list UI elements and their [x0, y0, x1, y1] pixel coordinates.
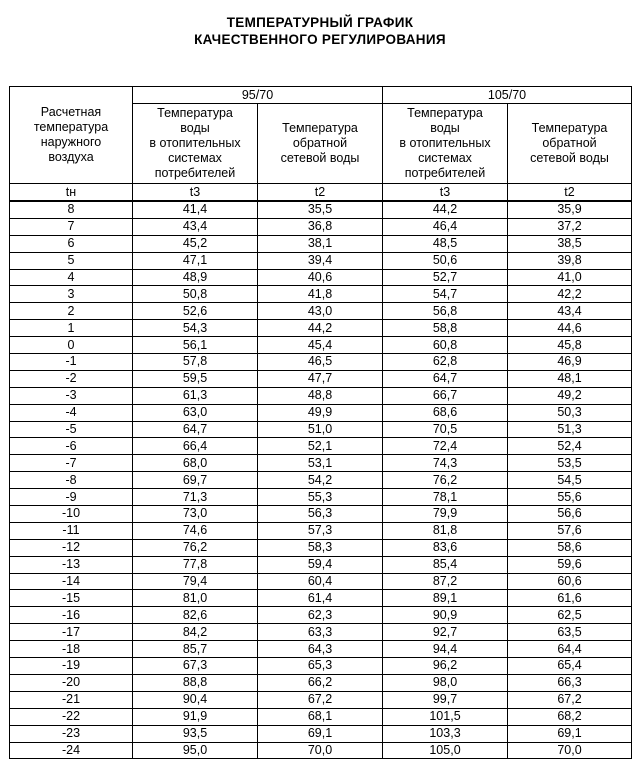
return-105-70-cell: 49,2: [508, 387, 632, 404]
return-temp-header-105-70: [508, 104, 632, 184]
supply-95-70-cell: 81,0: [133, 590, 258, 607]
header-line: Температура: [407, 106, 483, 120]
outdoor-temp-cell: -24: [10, 742, 133, 759]
header-line: потребителей: [154, 166, 236, 180]
outdoor-temp-cell: -14: [10, 573, 133, 590]
header-line: Температура: [282, 121, 358, 135]
header-line: Температура: [531, 121, 608, 135]
return-105-70-cell: 48,1: [508, 370, 632, 387]
return-105-70-cell: 60,6: [508, 573, 632, 590]
outdoor-temp-cell: 7: [10, 218, 133, 235]
supply-95-70-cell: 41,4: [133, 201, 258, 218]
supply-105-70-cell: 81,8: [383, 522, 508, 539]
supply-105-70-cell: 94,4: [383, 641, 508, 658]
supply-95-70-cell: 69,7: [133, 472, 258, 489]
supply-95-70-cell: 48,9: [133, 269, 258, 286]
supply-105-70-cell: 48,5: [383, 235, 508, 252]
return-95-70-cell: 61,4: [258, 590, 383, 607]
supply-95-70-cell: 67,3: [133, 658, 258, 675]
outdoor-temp-cell: -9: [10, 489, 133, 506]
return-95-70-cell: 45,4: [258, 337, 383, 354]
header-line: обратной: [292, 136, 348, 150]
outdoor-temp-cell: -23: [10, 725, 133, 742]
return-95-70-cell: 68,1: [258, 708, 383, 725]
return-105-70-cell: 43,4: [508, 303, 632, 320]
table-row: [10, 674, 632, 691]
outdoor-temp-cell: -3: [10, 387, 133, 404]
return-95-70-cell: 53,1: [258, 455, 383, 472]
return-temp-header-95-70: [258, 104, 383, 184]
table-row: [10, 472, 632, 489]
outdoor-temp-cell: -15: [10, 590, 133, 607]
supply-95-70-cell: 82,6: [133, 607, 258, 624]
table-row: [10, 354, 632, 371]
supply-105-70-cell: 52,7: [383, 269, 508, 286]
return-105-70-cell: 61,6: [508, 590, 632, 607]
supply-105-70-cell: 46,4: [383, 218, 508, 235]
table-row: [10, 725, 632, 742]
group-header-95-70: 95/70: [133, 87, 383, 104]
return-95-70-cell: 69,1: [258, 725, 383, 742]
supply-95-70-cell: 91,9: [133, 708, 258, 725]
table-body: [10, 201, 632, 759]
table-row: [10, 522, 632, 539]
supply-95-70-cell: 95,0: [133, 742, 258, 759]
table-row: [10, 303, 632, 320]
table-row: [10, 286, 632, 303]
supply-105-70-cell: 99,7: [383, 691, 508, 708]
supply-105-70-cell: 78,1: [383, 489, 508, 506]
return-95-70-cell: 60,4: [258, 573, 383, 590]
supply-95-70-cell: 84,2: [133, 624, 258, 641]
return-105-70-cell: 67,2: [508, 691, 632, 708]
return-95-70-cell: 35,5: [258, 201, 383, 218]
return-95-70-cell: 39,4: [258, 252, 383, 269]
return-95-70-cell: 40,6: [258, 269, 383, 286]
header-line: Расчетная: [40, 105, 102, 119]
return-95-70-cell: 52,1: [258, 438, 383, 455]
supply-105-70-cell: 66,7: [383, 387, 508, 404]
outdoor-temp-cell: -11: [10, 522, 133, 539]
supply-95-70-cell: 59,5: [133, 370, 258, 387]
symbol-return-95-70: t2: [258, 184, 383, 202]
return-105-70-cell: 39,8: [508, 252, 632, 269]
supply-95-70-cell: 71,3: [133, 489, 258, 506]
group-header-105-70: 105/70: [383, 87, 632, 104]
outdoor-temp-cell: 3: [10, 286, 133, 303]
supply-105-70-cell: 103,3: [383, 725, 508, 742]
return-95-70-cell: 48,8: [258, 387, 383, 404]
return-95-70-cell: 46,5: [258, 354, 383, 371]
title-line-1: ТЕМПЕРАТУРНЫЙ ГРАФИК: [226, 15, 414, 30]
header-line: Температура: [157, 106, 233, 120]
outdoor-temp-cell: 5: [10, 252, 133, 269]
page-title: [0, 14, 640, 48]
header-line: воды: [430, 121, 460, 135]
supply-95-70-cell: 45,2: [133, 235, 258, 252]
supply-105-70-cell: 74,3: [383, 455, 508, 472]
outdoor-temp-cell: 1: [10, 320, 133, 337]
outdoor-temp-cell: -16: [10, 607, 133, 624]
table-row: [10, 742, 632, 759]
outdoor-temp-cell: 8: [10, 201, 133, 218]
supply-105-70-cell: 92,7: [383, 624, 508, 641]
supply-105-70-cell: 85,4: [383, 556, 508, 573]
return-95-70-cell: 64,3: [258, 641, 383, 658]
supply-95-70-cell: 74,6: [133, 522, 258, 539]
return-105-70-cell: 52,4: [508, 438, 632, 455]
supply-95-70-cell: 68,0: [133, 455, 258, 472]
return-105-70-cell: 56,6: [508, 506, 632, 523]
supply-105-70-cell: 105,0: [383, 742, 508, 759]
outdoor-temp-cell: -4: [10, 404, 133, 421]
outdoor-temp-cell: -12: [10, 539, 133, 556]
header-line: температура: [33, 120, 109, 134]
supply-105-70-cell: 64,7: [383, 370, 508, 387]
table-row: [10, 404, 632, 421]
symbol-outdoor: tн: [10, 184, 133, 202]
return-95-70-cell: 62,3: [258, 607, 383, 624]
supply-95-70-cell: 50,8: [133, 286, 258, 303]
temperature-schedule-table: [9, 86, 632, 759]
supply-temp-header-95-70: [133, 104, 258, 184]
return-95-70-cell: 44,2: [258, 320, 383, 337]
title-line-2: КАЧЕСТВЕННОГО РЕГУЛИРОВАНИЯ: [194, 32, 446, 47]
outdoor-temp-cell: 6: [10, 235, 133, 252]
supply-95-70-cell: 73,0: [133, 506, 258, 523]
supply-95-70-cell: 63,0: [133, 404, 258, 421]
symbol-return-105-70: t2: [508, 184, 632, 202]
outdoor-temp-cell: -19: [10, 658, 133, 675]
return-105-70-cell: 37,2: [508, 218, 632, 235]
supply-105-70-cell: 54,7: [383, 286, 508, 303]
return-105-70-cell: 41,0: [508, 269, 632, 286]
supply-105-70-cell: 70,5: [383, 421, 508, 438]
return-105-70-cell: 63,5: [508, 624, 632, 641]
table-row: [10, 455, 632, 472]
table-row: [10, 489, 632, 506]
return-95-70-cell: 54,2: [258, 472, 383, 489]
supply-95-70-cell: 52,6: [133, 303, 258, 320]
supply-105-70-cell: 90,9: [383, 607, 508, 624]
outdoor-temp-cell: -5: [10, 421, 133, 438]
table-row: [10, 438, 632, 455]
header-line: в отопительных: [149, 136, 241, 150]
supply-95-70-cell: 85,7: [133, 641, 258, 658]
table-row: [10, 708, 632, 725]
return-95-70-cell: 38,1: [258, 235, 383, 252]
table-row: [10, 370, 632, 387]
return-105-70-cell: 70,0: [508, 742, 632, 759]
header-line: сетевой воды: [530, 151, 609, 165]
supply-105-70-cell: 87,2: [383, 573, 508, 590]
return-95-70-cell: 57,3: [258, 522, 383, 539]
supply-105-70-cell: 62,8: [383, 354, 508, 371]
supply-95-70-cell: 93,5: [133, 725, 258, 742]
return-95-70-cell: 63,3: [258, 624, 383, 641]
return-105-70-cell: 38,5: [508, 235, 632, 252]
return-95-70-cell: 49,9: [258, 404, 383, 421]
return-95-70-cell: 66,2: [258, 674, 383, 691]
return-105-70-cell: 68,2: [508, 708, 632, 725]
return-105-70-cell: 54,5: [508, 472, 632, 489]
supply-95-70-cell: 64,7: [133, 421, 258, 438]
return-95-70-cell: 67,2: [258, 691, 383, 708]
supply-95-70-cell: 88,8: [133, 674, 258, 691]
header-line: системах: [168, 151, 222, 165]
header-line: воздуха: [48, 150, 94, 164]
table-row: [10, 506, 632, 523]
return-105-70-cell: 58,6: [508, 539, 632, 556]
supply-105-70-cell: 68,6: [383, 404, 508, 421]
header-line: системах: [418, 151, 472, 165]
outdoor-temp-cell: -21: [10, 691, 133, 708]
supply-105-70-cell: 60,8: [383, 337, 508, 354]
return-95-70-cell: 65,3: [258, 658, 383, 675]
supply-95-70-cell: 57,8: [133, 354, 258, 371]
supply-105-70-cell: 58,8: [383, 320, 508, 337]
table-row: [10, 235, 632, 252]
return-105-70-cell: 45,8: [508, 337, 632, 354]
outdoor-temp-cell: -1: [10, 354, 133, 371]
table-row: [10, 641, 632, 658]
header-line: обратной: [542, 136, 597, 150]
return-105-70-cell: 62,5: [508, 607, 632, 624]
outdoor-temp-cell: 4: [10, 269, 133, 286]
supply-95-70-cell: 56,1: [133, 337, 258, 354]
outdoor-temp-cell: -10: [10, 506, 133, 523]
outdoor-temp-cell: -18: [10, 641, 133, 658]
table-row: [10, 252, 632, 269]
table-row: [10, 421, 632, 438]
outdoor-temp-cell: -20: [10, 674, 133, 691]
table-row: [10, 337, 632, 354]
return-105-70-cell: 50,3: [508, 404, 632, 421]
return-95-70-cell: 43,0: [258, 303, 383, 320]
return-95-70-cell: 41,8: [258, 286, 383, 303]
header-line: воды: [180, 121, 210, 135]
table-row: [10, 556, 632, 573]
supply-105-70-cell: 83,6: [383, 539, 508, 556]
outdoor-temp-cell: -22: [10, 708, 133, 725]
supply-105-70-cell: 50,6: [383, 252, 508, 269]
supply-105-70-cell: 96,2: [383, 658, 508, 675]
return-105-70-cell: 65,4: [508, 658, 632, 675]
supply-105-70-cell: 72,4: [383, 438, 508, 455]
supply-105-70-cell: 56,8: [383, 303, 508, 320]
supply-105-70-cell: 79,9: [383, 506, 508, 523]
table-row: [10, 387, 632, 404]
table-row: [10, 624, 632, 641]
supply-95-70-cell: 90,4: [133, 691, 258, 708]
table-row: [10, 218, 632, 235]
outdoor-temp-cell: 0: [10, 337, 133, 354]
return-105-70-cell: 44,6: [508, 320, 632, 337]
table-row: [10, 691, 632, 708]
header-line: сетевой воды: [280, 151, 360, 165]
outdoor-temp-cell: -7: [10, 455, 133, 472]
header-line: потребителей: [404, 166, 486, 180]
return-105-70-cell: 69,1: [508, 725, 632, 742]
table-row: [10, 320, 632, 337]
header-line: в отопительных: [399, 136, 491, 150]
outdoor-temp-cell: -13: [10, 556, 133, 573]
return-105-70-cell: 53,5: [508, 455, 632, 472]
supply-95-70-cell: 77,8: [133, 556, 258, 573]
supply-105-70-cell: 76,2: [383, 472, 508, 489]
return-105-70-cell: 66,3: [508, 674, 632, 691]
supply-95-70-cell: 79,4: [133, 573, 258, 590]
outdoor-temp-cell: -6: [10, 438, 133, 455]
supply-95-70-cell: 66,4: [133, 438, 258, 455]
return-95-70-cell: 56,3: [258, 506, 383, 523]
return-105-70-cell: 42,2: [508, 286, 632, 303]
table-row: [10, 607, 632, 624]
return-95-70-cell: 47,7: [258, 370, 383, 387]
return-95-70-cell: 55,3: [258, 489, 383, 506]
outdoor-temp-header: [10, 87, 133, 184]
supply-95-70-cell: 76,2: [133, 539, 258, 556]
supply-105-70-cell: 44,2: [383, 201, 508, 218]
outdoor-temp-cell: 2: [10, 303, 133, 320]
symbol-supply-95-70: t3: [133, 184, 258, 202]
return-105-70-cell: 59,6: [508, 556, 632, 573]
return-105-70-cell: 46,9: [508, 354, 632, 371]
return-105-70-cell: 35,9: [508, 201, 632, 218]
supply-95-70-cell: 47,1: [133, 252, 258, 269]
return-95-70-cell: 59,4: [258, 556, 383, 573]
table-row: [10, 539, 632, 556]
table-row: [10, 658, 632, 675]
supply-temp-header-105-70: [383, 104, 508, 184]
table-row: [10, 269, 632, 286]
supply-105-70-cell: 98,0: [383, 674, 508, 691]
supply-105-70-cell: 89,1: [383, 590, 508, 607]
supply-95-70-cell: 61,3: [133, 387, 258, 404]
return-105-70-cell: 51,3: [508, 421, 632, 438]
outdoor-temp-cell: -8: [10, 472, 133, 489]
return-95-70-cell: 70,0: [258, 742, 383, 759]
return-95-70-cell: 51,0: [258, 421, 383, 438]
symbol-supply-105-70: t3: [383, 184, 508, 202]
return-105-70-cell: 64,4: [508, 641, 632, 658]
supply-95-70-cell: 43,4: [133, 218, 258, 235]
supply-105-70-cell: 101,5: [383, 708, 508, 725]
outdoor-temp-cell: -17: [10, 624, 133, 641]
return-105-70-cell: 55,6: [508, 489, 632, 506]
header-line: наружного: [40, 135, 102, 149]
table-row: [10, 573, 632, 590]
table-row: [10, 590, 632, 607]
return-95-70-cell: 58,3: [258, 539, 383, 556]
return-105-70-cell: 57,6: [508, 522, 632, 539]
table-row: [10, 201, 632, 218]
outdoor-temp-cell: -2: [10, 370, 133, 387]
return-95-70-cell: 36,8: [258, 218, 383, 235]
supply-95-70-cell: 54,3: [133, 320, 258, 337]
